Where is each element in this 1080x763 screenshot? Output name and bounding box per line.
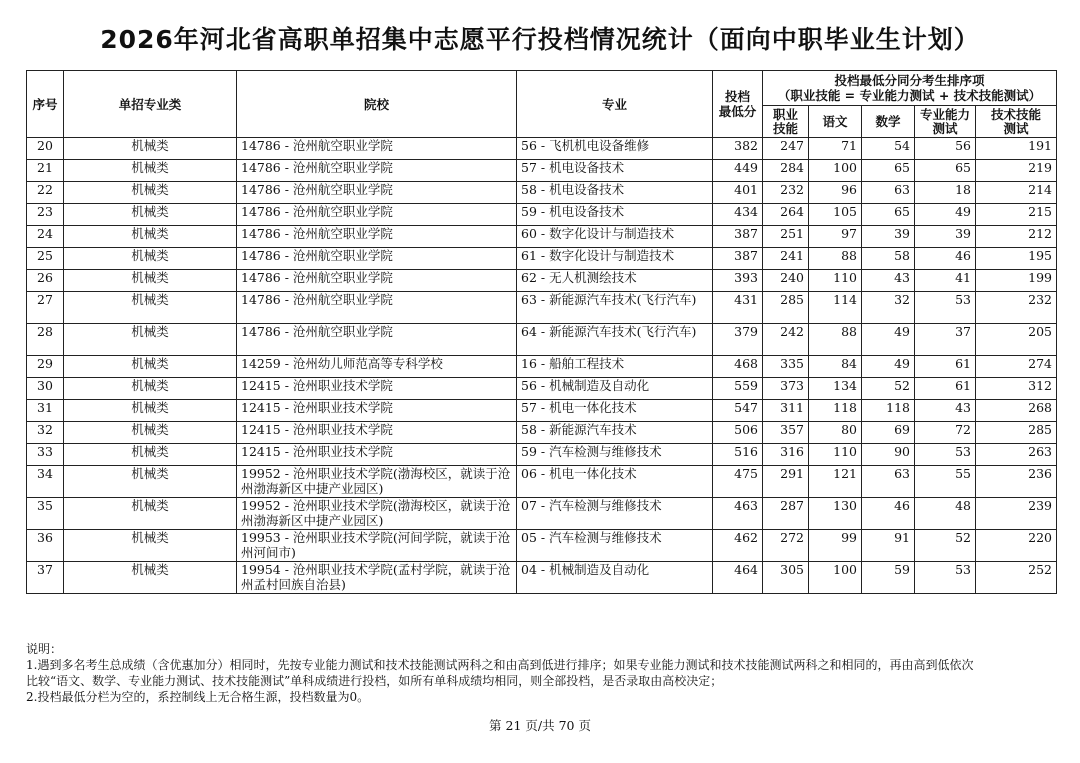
cell-min-score: 387 — [713, 248, 763, 270]
cell-tech-test: 205 — [976, 324, 1057, 356]
cell-tech-test: 199 — [976, 270, 1057, 292]
cell-seq: 31 — [27, 400, 64, 422]
cell-school: 19952 - 沧州职业技术学院(渤海校区，就读于沧州渤海新区中捷产业园区) — [237, 466, 517, 498]
cell-school: 12415 - 沧州职业技术学院 — [237, 378, 517, 400]
cell-school: 14259 - 沧州幼儿师范高等专科学校 — [237, 356, 517, 378]
cell-major: 16 - 船舶工程技术 — [517, 356, 713, 378]
cell-chinese: 84 — [809, 356, 862, 378]
cell-category: 机械类 — [64, 226, 237, 248]
cell-chinese: 88 — [809, 324, 862, 356]
cell-category: 机械类 — [64, 138, 237, 160]
table-row — [27, 562, 1057, 594]
cell-math: 58 — [862, 248, 915, 270]
cell-tech-test: 220 — [976, 530, 1057, 562]
cell-prof-test: 72 — [915, 422, 976, 444]
cell-category: 机械类 — [64, 498, 237, 530]
cell-seq: 26 — [27, 270, 64, 292]
cell-vocational: 357 — [763, 422, 809, 444]
table-row — [27, 138, 1057, 160]
cell-prof-test: 39 — [915, 226, 976, 248]
cell-category: 机械类 — [64, 248, 237, 270]
cell-major: 07 - 汽车检测与维修技术 — [517, 498, 713, 530]
cell-prof-test: 55 — [915, 466, 976, 498]
cell-category: 机械类 — [64, 444, 237, 466]
cell-min-score: 463 — [713, 498, 763, 530]
cell-math: 63 — [862, 182, 915, 204]
table-row — [27, 356, 1057, 378]
cell-seq: 36 — [27, 530, 64, 562]
table-row — [27, 160, 1057, 182]
cell-tech-test: 285 — [976, 422, 1057, 444]
cell-seq: 22 — [27, 182, 64, 204]
cell-tech-test: 236 — [976, 466, 1057, 498]
header-seq: 序号 — [27, 71, 64, 138]
cell-min-score: 516 — [713, 444, 763, 466]
cell-tech-test: 274 — [976, 356, 1057, 378]
table-row — [27, 498, 1057, 530]
cell-major: 56 - 机械制造及自动化 — [517, 378, 713, 400]
cell-min-score: 464 — [713, 562, 763, 594]
cell-school: 19953 - 沧州职业技术学院(河间学院，就读于沧州河间市) — [237, 530, 517, 562]
cell-chinese: 100 — [809, 562, 862, 594]
cell-category: 机械类 — [64, 324, 237, 356]
cell-seq: 34 — [27, 466, 64, 498]
cell-math: 54 — [862, 138, 915, 160]
cell-min-score: 431 — [713, 292, 763, 324]
note-2: 2.投档最低分栏为空的，系控制线上无合格生源，投档数量为0。 — [26, 690, 370, 704]
cell-math: 32 — [862, 292, 915, 324]
cell-tech-test: 214 — [976, 182, 1057, 204]
cell-math: 90 — [862, 444, 915, 466]
cell-min-score: 468 — [713, 356, 763, 378]
cell-min-score: 559 — [713, 378, 763, 400]
table-row — [27, 182, 1057, 204]
cell-seq: 24 — [27, 226, 64, 248]
cell-chinese: 96 — [809, 182, 862, 204]
cell-vocational: 264 — [763, 204, 809, 226]
cell-min-score: 387 — [713, 226, 763, 248]
cell-math: 49 — [862, 324, 915, 356]
header-school: 院校 — [237, 71, 517, 138]
table-row — [27, 444, 1057, 466]
cell-category: 机械类 — [64, 378, 237, 400]
cell-prof-test: 61 — [915, 356, 976, 378]
cell-major: 58 - 新能源汽车技术 — [517, 422, 713, 444]
cell-math: 63 — [862, 466, 915, 498]
page-footer: 第 21 页/共 70 页 — [489, 718, 591, 733]
cell-math: 91 — [862, 530, 915, 562]
cell-school: 14786 - 沧州航空职业学院 — [237, 292, 517, 324]
cell-vocational: 335 — [763, 356, 809, 378]
cell-prof-test: 49 — [915, 204, 976, 226]
cell-category: 机械类 — [64, 400, 237, 422]
cell-prof-test: 53 — [915, 562, 976, 594]
cell-chinese: 110 — [809, 444, 862, 466]
table-body — [27, 138, 1057, 594]
cell-seq: 35 — [27, 498, 64, 530]
cell-chinese: 121 — [809, 466, 862, 498]
table-row — [27, 226, 1057, 248]
cell-school: 14786 - 沧州航空职业学院 — [237, 226, 517, 248]
cell-min-score: 462 — [713, 530, 763, 562]
cell-seq: 28 — [27, 324, 64, 356]
cell-major: 58 - 机电设备技术 — [517, 182, 713, 204]
header-min-score: 投档 最低分 — [713, 71, 763, 138]
cell-min-score: 401 — [713, 182, 763, 204]
cell-category: 机械类 — [64, 530, 237, 562]
header-tech-test: 技术技能 测试 — [976, 106, 1057, 138]
cell-major: 64 - 新能源汽车技术(飞行汽车) — [517, 324, 713, 356]
cell-chinese: 118 — [809, 400, 862, 422]
cell-vocational: 240 — [763, 270, 809, 292]
cell-chinese: 105 — [809, 204, 862, 226]
cell-category: 机械类 — [64, 356, 237, 378]
cell-major: 59 - 机电设备技术 — [517, 204, 713, 226]
cell-major: 56 - 飞机机电设备维修 — [517, 138, 713, 160]
cell-tech-test: 195 — [976, 248, 1057, 270]
cell-math: 43 — [862, 270, 915, 292]
cell-vocational: 291 — [763, 466, 809, 498]
note-1-line-1: 1.遇到多名考生总成绩（含优惠加分）相同时，先按专业能力测试和技术技能测试两科之和由高到低进行排序；如果专业能力测试和技术技能测试两科之和相同的，再由高到低依次 — [26, 658, 974, 672]
cell-school: 19954 - 沧州职业技术学院(孟村学院，就读于沧州孟村回族自治县) — [237, 562, 517, 594]
cell-chinese: 88 — [809, 248, 862, 270]
cell-tech-test: 263 — [976, 444, 1057, 466]
cell-school: 14786 - 沧州航空职业学院 — [237, 160, 517, 182]
cell-chinese: 130 — [809, 498, 862, 530]
header-major: 专业 — [517, 71, 713, 138]
cell-vocational: 251 — [763, 226, 809, 248]
cell-prof-test: 53 — [915, 292, 976, 324]
cell-seq: 37 — [27, 562, 64, 594]
cell-min-score: 506 — [713, 422, 763, 444]
cell-school: 14786 - 沧州航空职业学院 — [237, 324, 517, 356]
cell-major: 62 - 无人机测绘技术 — [517, 270, 713, 292]
cell-prof-test: 48 — [915, 498, 976, 530]
header-math: 数学 — [862, 106, 915, 138]
table-row — [27, 400, 1057, 422]
cell-vocational: 285 — [763, 292, 809, 324]
table-row — [27, 466, 1057, 498]
cell-math: 39 — [862, 226, 915, 248]
cell-math: 52 — [862, 378, 915, 400]
cell-tech-test: 219 — [976, 160, 1057, 182]
cell-category: 机械类 — [64, 292, 237, 324]
cell-major: 06 - 机电一体化技术 — [517, 466, 713, 498]
cell-chinese: 110 — [809, 270, 862, 292]
cell-math: 46 — [862, 498, 915, 530]
cell-category: 机械类 — [64, 182, 237, 204]
cell-seq: 23 — [27, 204, 64, 226]
cell-chinese: 99 — [809, 530, 862, 562]
cell-major: 61 - 数字化设计与制造技术 — [517, 248, 713, 270]
cell-min-score: 382 — [713, 138, 763, 160]
cell-school: 14786 - 沧州航空职业学院 — [237, 204, 517, 226]
cell-tech-test: 239 — [976, 498, 1057, 530]
cell-math: 118 — [862, 400, 915, 422]
cell-major: 60 - 数字化设计与制造技术 — [517, 226, 713, 248]
cell-chinese: 97 — [809, 226, 862, 248]
table-row — [27, 292, 1057, 324]
notes-label: 说明： — [26, 642, 63, 656]
page-title: 2026年河北省高职单招集中志愿平行投档情况统计（面向中职毕业生计划） — [100, 25, 980, 54]
cell-min-score: 449 — [713, 160, 763, 182]
cell-major: 59 - 汽车检测与维修技术 — [517, 444, 713, 466]
cell-math: 65 — [862, 204, 915, 226]
cell-prof-test: 43 — [915, 400, 976, 422]
cell-vocational: 287 — [763, 498, 809, 530]
cell-major: 63 - 新能源汽车技术(飞行汽车) — [517, 292, 713, 324]
cell-prof-test: 46 — [915, 248, 976, 270]
cell-school: 14786 - 沧州航空职业学院 — [237, 138, 517, 160]
cell-school: 12415 - 沧州职业技术学院 — [237, 444, 517, 466]
table-row — [27, 378, 1057, 400]
cell-prof-test: 41 — [915, 270, 976, 292]
cell-school: 19952 - 沧州职业技术学院(渤海校区，就读于沧州渤海新区中捷产业园区) — [237, 498, 517, 530]
cell-prof-test: 52 — [915, 530, 976, 562]
cell-vocational: 247 — [763, 138, 809, 160]
cell-category: 机械类 — [64, 466, 237, 498]
cell-math: 59 — [862, 562, 915, 594]
notes — [26, 641, 1056, 705]
cell-seq: 25 — [27, 248, 64, 270]
header-rank-group: 投档最低分同分考生排序项 （职业技能 = 专业能力测试 + 技术技能测试） — [763, 71, 1057, 106]
cell-math: 49 — [862, 356, 915, 378]
cell-vocational: 316 — [763, 444, 809, 466]
table-row — [27, 324, 1057, 356]
cell-min-score: 434 — [713, 204, 763, 226]
cell-vocational: 241 — [763, 248, 809, 270]
cell-prof-test: 37 — [915, 324, 976, 356]
cell-category: 机械类 — [64, 160, 237, 182]
header-category: 单招专业类 — [64, 71, 237, 138]
cell-chinese: 114 — [809, 292, 862, 324]
cell-major: 57 - 机电一体化技术 — [517, 400, 713, 422]
cell-vocational: 284 — [763, 160, 809, 182]
cell-major: 04 - 机械制造及自动化 — [517, 562, 713, 594]
cell-tech-test: 191 — [976, 138, 1057, 160]
cell-vocational: 232 — [763, 182, 809, 204]
cell-category: 机械类 — [64, 204, 237, 226]
cell-tech-test: 215 — [976, 204, 1057, 226]
cell-seq: 29 — [27, 356, 64, 378]
cell-tech-test: 212 — [976, 226, 1057, 248]
cell-category: 机械类 — [64, 422, 237, 444]
cell-prof-test: 18 — [915, 182, 976, 204]
cell-prof-test: 61 — [915, 378, 976, 400]
table-row — [27, 422, 1057, 444]
cell-prof-test: 65 — [915, 160, 976, 182]
note-1-line-2: 比较“语文、数学、专业能力测试、技术技能测试”单科成绩进行投档，如所有单科成绩均相同，则全部投档，是否录取由高校决定； — [26, 674, 723, 688]
table-row — [27, 530, 1057, 562]
cell-seq: 32 — [27, 422, 64, 444]
admission-table — [26, 70, 1057, 594]
cell-chinese: 100 — [809, 160, 862, 182]
cell-seq: 27 — [27, 292, 64, 324]
cell-tech-test: 268 — [976, 400, 1057, 422]
cell-tech-test: 252 — [976, 562, 1057, 594]
cell-vocational: 272 — [763, 530, 809, 562]
cell-tech-test: 312 — [976, 378, 1057, 400]
cell-vocational: 373 — [763, 378, 809, 400]
cell-chinese: 80 — [809, 422, 862, 444]
cell-seq: 21 — [27, 160, 64, 182]
cell-school: 14786 - 沧州航空职业学院 — [237, 248, 517, 270]
header-vocational: 职业 技能 — [763, 106, 809, 138]
cell-seq: 20 — [27, 138, 64, 160]
cell-major: 05 - 汽车检测与维修技术 — [517, 530, 713, 562]
cell-school: 14786 - 沧州航空职业学院 — [237, 182, 517, 204]
cell-major: 57 - 机电设备技术 — [517, 160, 713, 182]
cell-min-score: 393 — [713, 270, 763, 292]
cell-chinese: 134 — [809, 378, 862, 400]
cell-category: 机械类 — [64, 270, 237, 292]
table-row — [27, 248, 1057, 270]
cell-seq: 30 — [27, 378, 64, 400]
header-prof-test: 专业能力 测试 — [915, 106, 976, 138]
cell-school: 14786 - 沧州航空职业学院 — [237, 270, 517, 292]
table-row — [27, 270, 1057, 292]
cell-school: 12415 - 沧州职业技术学院 — [237, 422, 517, 444]
cell-vocational: 305 — [763, 562, 809, 594]
cell-tech-test: 232 — [976, 292, 1057, 324]
cell-math: 65 — [862, 160, 915, 182]
cell-math: 69 — [862, 422, 915, 444]
cell-vocational: 311 — [763, 400, 809, 422]
cell-vocational: 242 — [763, 324, 809, 356]
cell-prof-test: 53 — [915, 444, 976, 466]
cell-min-score: 379 — [713, 324, 763, 356]
cell-min-score: 475 — [713, 466, 763, 498]
header-chinese: 语文 — [809, 106, 862, 138]
cell-chinese: 71 — [809, 138, 862, 160]
table-row — [27, 204, 1057, 226]
cell-school: 12415 - 沧州职业技术学院 — [237, 400, 517, 422]
cell-min-score: 547 — [713, 400, 763, 422]
cell-category: 机械类 — [64, 562, 237, 594]
cell-prof-test: 56 — [915, 138, 976, 160]
cell-seq: 33 — [27, 444, 64, 466]
